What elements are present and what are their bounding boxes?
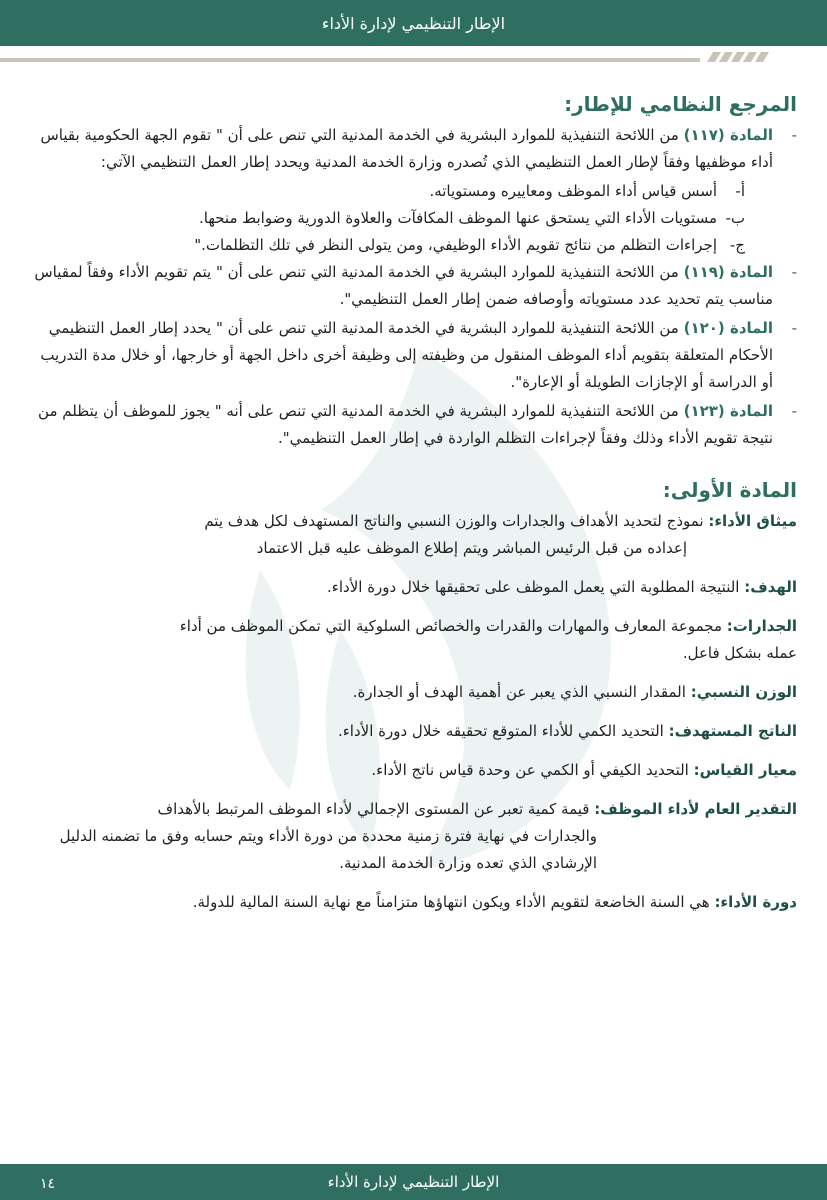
subitem-mark: أ-: [735, 182, 745, 200]
definition-text: نموذج لتحديد الأهداف والجدارات والوزن النسبي والناتج المستهدف لكل هدف يتم: [204, 512, 709, 530]
definition-text: هي السنة الخاضعة لتقويم الأداء ويكون انتهاؤها متزامناً مع نهاية السنة المالية للدولة.: [192, 893, 715, 911]
definition-goal: [32, 574, 797, 601]
definition-term: الناتج المستهدف:: [668, 722, 797, 740]
definition-continuation: إعداده من قبل الرئيس المباشر ويتم إطلاع الموظف عليه قبل الاعتماد: [256, 539, 687, 557]
definition-continuation: والجدارات في نهاية فترة زمنية محددة من دورة الأداء ويتم حسابه وفق ما تضمنه الدليل الإرشادي الذي تعده وزارة الخدمة المدنية.: [59, 827, 597, 872]
bullet-dash: -: [791, 263, 797, 281]
definition-target-output: [32, 718, 797, 745]
bullet-dash: -: [791, 402, 797, 420]
definition-relative-weight: [32, 679, 797, 706]
article-120: [32, 315, 797, 396]
definition-overall-rating: [32, 796, 797, 877]
page-number: ١٤: [40, 1176, 56, 1192]
article-lead: المادة (١٢٣): [683, 402, 773, 420]
definition-text: المقدار النسبي الذي يعبر عن أهمية الهدف أو الجدارة.: [352, 683, 691, 701]
definition-term: معيار القياس:: [693, 761, 797, 779]
definition-text: قيمة كمية تعبر عن المستوى الإجمالي لأداء الموظف المرتبط بالأهداف: [157, 800, 595, 818]
subitem-mark: ج-: [729, 236, 745, 254]
header-rule: [0, 58, 700, 62]
subitem-text: إجراءات التظلم من نتائج تقويم الأداء الوظيفي، ومن يتولى النظر في تلك التظلمات.": [194, 236, 717, 254]
subitem-a: [32, 178, 797, 205]
article-one-title: المادة الأولى:: [662, 478, 797, 502]
definition-performance-cycle: [32, 889, 797, 916]
article-lead: المادة (١١٧): [683, 126, 773, 144]
chevron-decoration-icon: [707, 48, 807, 68]
definition-term: الوزن النسبي:: [690, 683, 797, 701]
article-text: من اللائحة التنفيذية للموارد البشرية في الخدمة المدنية التي تنص على أن " يتم تقويم الأداء وفقاً لمقياس مناسب يتم تحديد عدد مستوياته وأوصافه ضمن إطار العمل التنظيمي".: [34, 263, 773, 308]
definition-performance-charter: [32, 508, 797, 562]
definition-measurement-criterion: [32, 757, 797, 784]
header-title: الإطار التنظيمي لإدارة الأداء: [321, 13, 506, 33]
definition-term: ميثاق الأداء:: [708, 512, 797, 530]
definition-term: دورة الأداء:: [714, 893, 797, 911]
subitem-c: [32, 232, 797, 259]
subitem-b: [32, 205, 797, 232]
article-123: [32, 398, 797, 452]
footer-title: الإطار التنظيمي لإدارة الأداء: [327, 1173, 500, 1191]
article-117: [32, 122, 797, 176]
article-text: من اللائحة التنفيذية للموارد البشرية في الخدمة المدنية التي تنص على أن " تقوم الجهة الحكومية بقياس أداء موظفيها وفقاً لإطار العمل التنظيمي الذي تُصدره وزارة الخدمة المدنية ويحدد إطار العمل التنظيمي الآتي:: [40, 126, 773, 171]
page-content: [32, 86, 797, 928]
page-footer: [0, 1164, 827, 1200]
definition-text: التحديد الكمي للأداء المتوقع تحقيقه خلال دورة الأداء.: [337, 722, 669, 740]
definition-continuation: عمله بشكل فاعل.: [682, 644, 797, 662]
definition-term: الهدف:: [744, 578, 797, 596]
bullet-dash: -: [791, 126, 797, 144]
article-text: من اللائحة التنفيذية للموارد البشرية في الخدمة المدنية التي تنص على أنه " يجوز للموظف أن يتظلم من نتيجة تقويم الأداء وذلك وفقاً لإجراءات التظلم الواردة في إطار العمل التنظيمي".: [38, 402, 773, 447]
definition-text: التحديد الكيفي أو الكمي عن وحدة قياس ناتج الأداء.: [371, 761, 694, 779]
article-lead: المادة (١٢٠): [683, 319, 773, 337]
definition-text: مجموعة المعارف والمهارات والقدرات والخصائص السلوكية التي تمكن الموظف من أداء: [179, 617, 727, 635]
reference-title: المرجع النظامي للإطار:: [564, 92, 797, 116]
subitem-mark: ب-: [725, 209, 745, 227]
definition-term: الجدارات:: [726, 617, 797, 635]
article-text: من اللائحة التنفيذية للموارد البشرية في الخدمة المدنية التي تنص على أن " يحدد إطار العمل التنظيمي الأحكام المتعلقة بتقويم أداء الموظف المنقول من وظيفته إلى وظيفة أخرى داخل الجهة أو خارجها، أو خلال مدة التدريب أو الدراسة أو الإجازات الطويلة أو الإعارة".: [40, 319, 773, 391]
page-header: [0, 0, 827, 46]
article-119: [32, 259, 797, 313]
subitem-text: مستويات الأداء التي يستحق عنها الموظف المكافآت والعلاوة الدورية وضوابط منحها.: [198, 209, 717, 227]
article-lead: المادة (١١٩): [683, 263, 773, 281]
bullet-dash: -: [791, 319, 797, 337]
subitem-text: أسس قياس أداء الموظف ومعاييره ومستوياته.: [429, 182, 717, 200]
definition-term: التقدير العام لأداء الموظف:: [594, 800, 797, 818]
definition-text: النتيجة المطلوبة التي يعمل الموظف على تحقيقها خلال دورة الأداء.: [327, 578, 745, 596]
definition-competencies: [32, 613, 797, 667]
